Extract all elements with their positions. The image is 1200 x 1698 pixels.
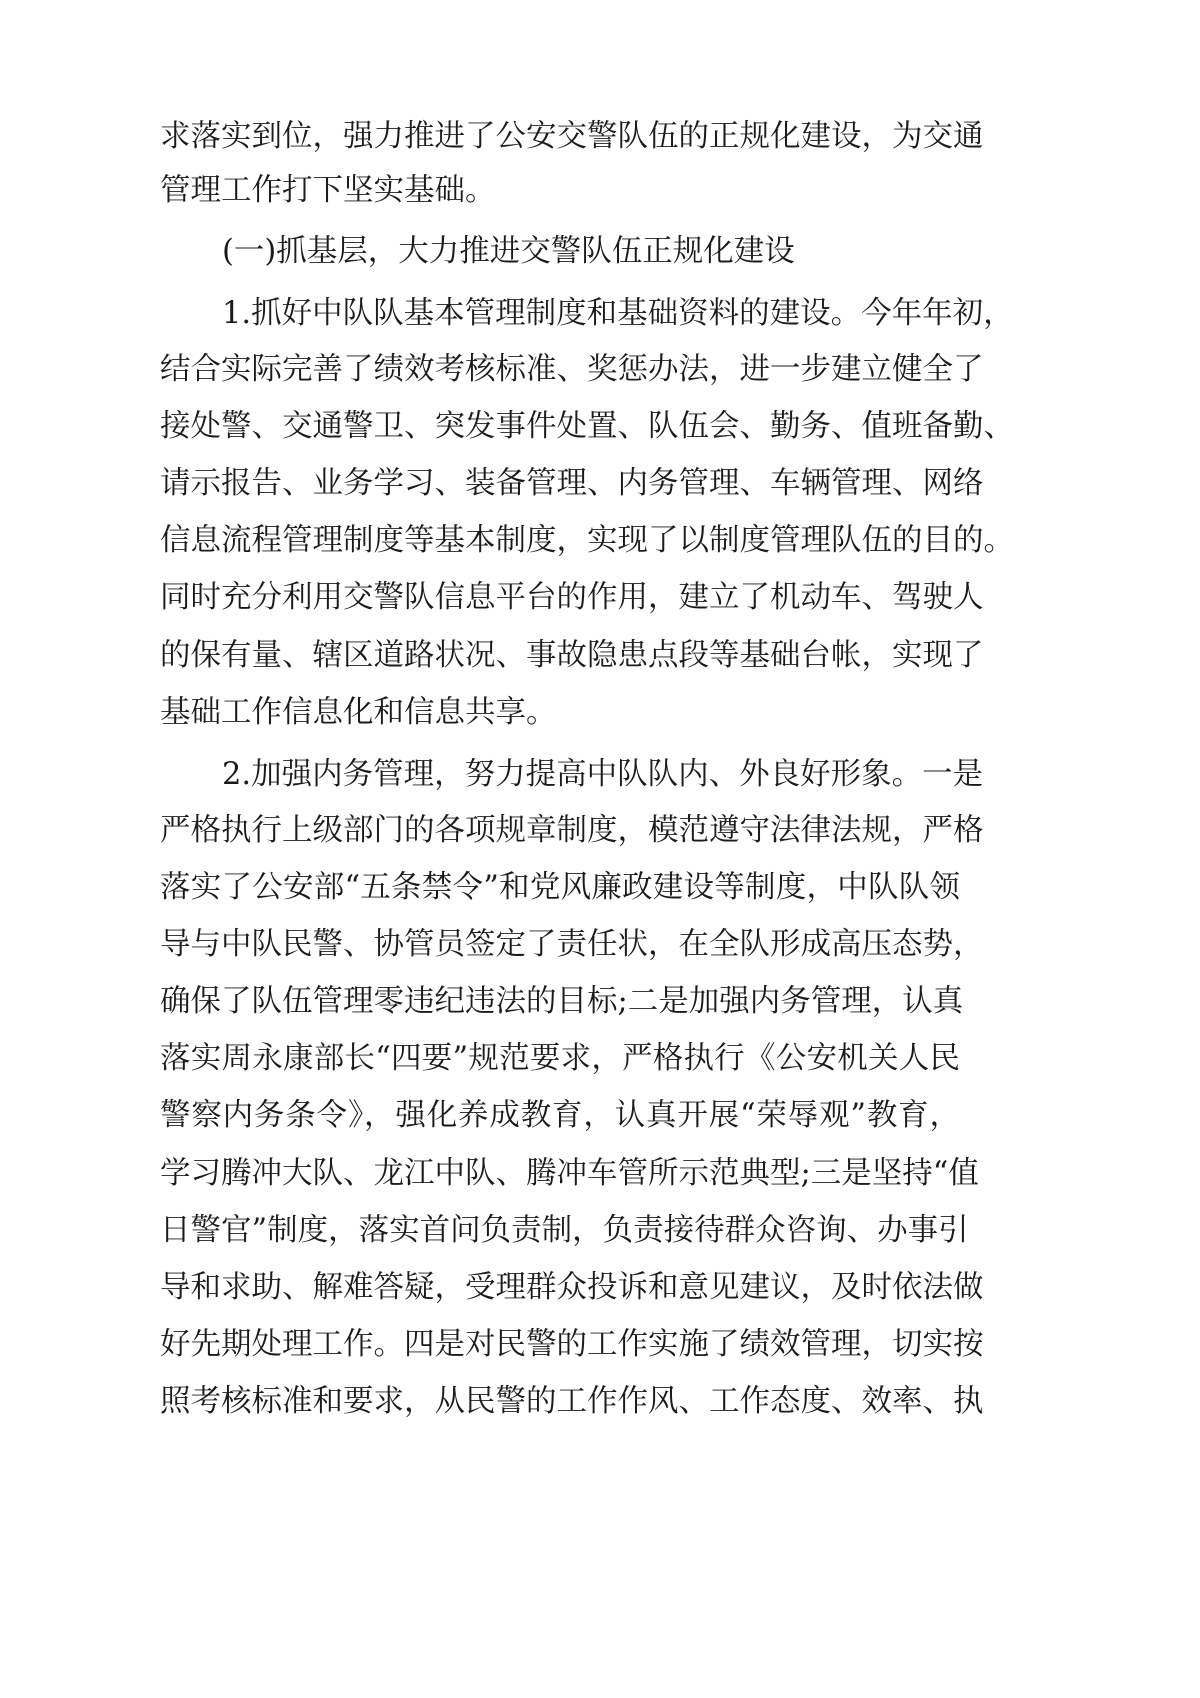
text-line: 落实了公安部“五条禁令”和党风廉政建设等制度，中队队领: [160, 870, 960, 905]
text-line: 基础工作信息化和信息共享。: [160, 695, 557, 730]
text-line: 管理工作打下坚实基础。: [160, 173, 496, 208]
text-line: 确保了队伍管理零违纪违法的目标;二是加强内务管理，认真: [160, 984, 964, 1019]
text-line: 接处警、交通警卫、突发事件处置、队伍会、勤务、值班备勤、: [160, 409, 1014, 444]
text-line: 照考核标准和要求，从民警的工作作风、工作态度、效率、执: [160, 1384, 984, 1419]
text-line: 日警官”制度，落实首问负责制，负责接待群众咨询、办事引: [160, 1213, 969, 1248]
text-line: 的保有量、辖区道路状况、事故隐患点段等基础台帐，实现了: [160, 638, 984, 673]
text-line: 同时充分利用交警队信息平台的作用，建立了机动车、驾驶人: [160, 580, 984, 615]
text-line: 信息流程管理制度等基本制度，实现了以制度管理队伍的目的。: [160, 523, 1014, 558]
text-line: 求落实到位，强力推进了公安交警队伍的正规化建设，为交通: [160, 119, 984, 154]
text-line: 落实周永康部长“四要”规范要求，严格执行《公安机关人民: [160, 1041, 960, 1076]
text-line: 导与中队民警、协管员签定了责任状，在全队形成高压态势，: [160, 927, 984, 962]
section-heading: (一)抓基层，大力推进交警队伍正规化建设: [222, 234, 795, 269]
text-line: 1.抓好中队队基本管理制度和基础资料的建设。今年年初，: [222, 296, 1014, 331]
text-line: 学习腾冲大队、龙江中队、腾冲车管所示范典型;三是坚持“值: [160, 1156, 979, 1191]
text-line: 严格执行上级部门的各项规章制度，模范遵守法律法规，严格: [160, 813, 984, 848]
text-line: 警察内务条令》，强化养成教育，认真开展“荣辱观”教育，: [160, 1098, 960, 1133]
text-line: 结合实际完善了绩效考核标准、奖惩办法，进一步建立健全了: [160, 352, 984, 387]
text-line: 导和求助、解难答疑，受理群众投诉和意见建议，及时依法做: [160, 1270, 984, 1305]
text-line: 好先期处理工作。四是对民警的工作实施了绩效管理，切实按: [160, 1327, 984, 1362]
text-line: 2.加强内务管理，努力提高中队队内、外良好形象。一是: [222, 757, 984, 792]
text-line: 请示报告、业务学习、装备管理、内务管理、车辆管理、网络: [160, 466, 984, 501]
